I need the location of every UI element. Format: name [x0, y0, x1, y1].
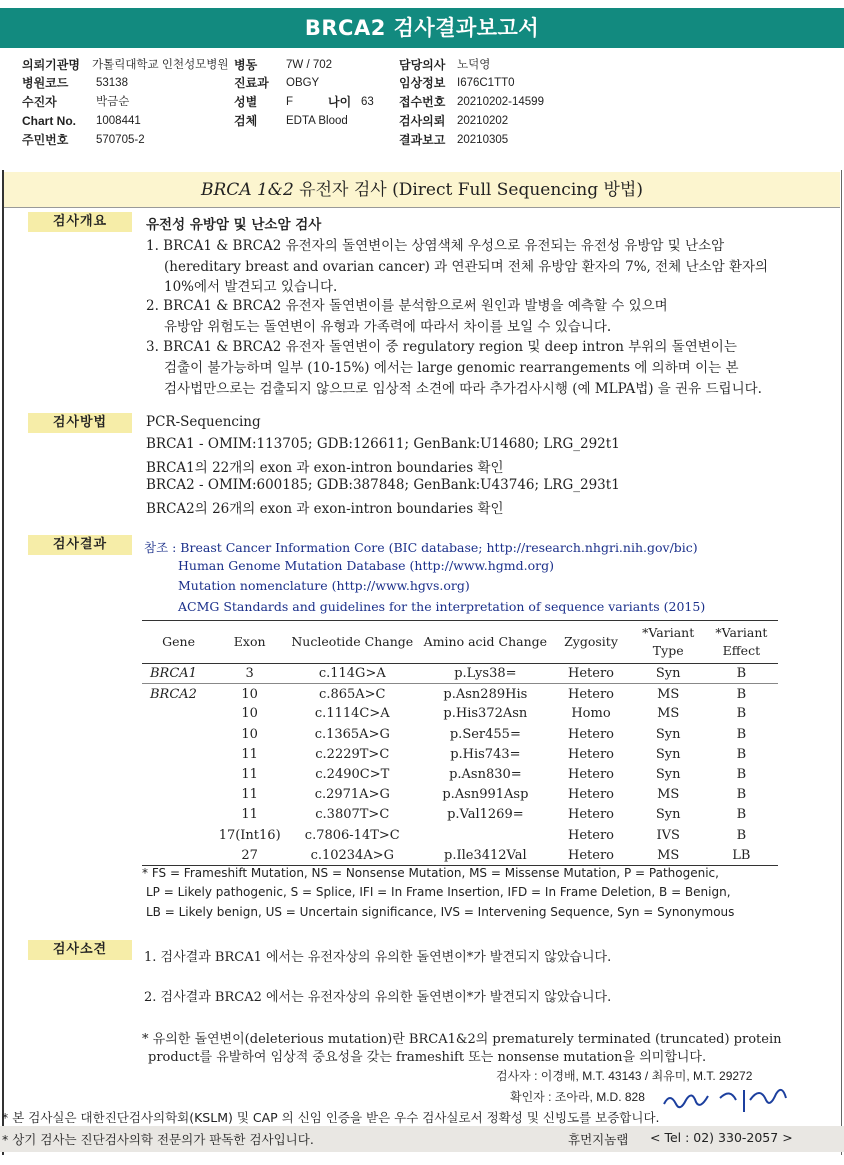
- patient-value: 박금순: [96, 96, 130, 108]
- gene-cell: BRCA2: [150, 686, 197, 702]
- zygosity-cell: Hetero: [550, 664, 631, 684]
- table-row: [142, 785, 778, 805]
- gene-cell: [142, 805, 215, 825]
- col-exon: Exon: [215, 621, 284, 664]
- table-row: [142, 825, 778, 845]
- finding-note: * 유의한 돌연변이(deleterious mutation)란 BRCA1&2의 prematurely terminated (truncated) protein: [142, 1032, 782, 1047]
- finding-line: 1. 검사결과 BRCA1 에서는 유전자상의 유의한 돌연변이*가 발견되지 않았습니다.: [144, 950, 612, 965]
- col-variant-effect: *Variant Effect: [705, 621, 778, 664]
- hospital-code-value: 53138: [96, 77, 128, 89]
- ward-label: 병동: [234, 58, 258, 72]
- nucleotide-cell: c.7806-14T>C: [304, 827, 400, 843]
- amino-acid-cell: p.Ser455=: [449, 726, 521, 742]
- exon-cell: 11: [241, 746, 258, 762]
- ward-value: 7W / 702: [286, 59, 333, 71]
- variant-type-cell: Syn: [655, 807, 681, 823]
- amino-acid-cell: p.Ile3412Val: [420, 845, 550, 865]
- amino-acid-cell: p.Val1269=: [447, 807, 524, 823]
- zygosity-cell: Hetero: [568, 686, 614, 702]
- accession-value: 20210202-14599: [457, 96, 544, 108]
- exon-cell: 3: [215, 664, 284, 684]
- amino-acid-cell: p.Asn289His: [443, 686, 528, 702]
- overview-section-label: 검사개요: [28, 212, 132, 232]
- report-title: BRCA2 검사결과보고서: [0, 8, 844, 48]
- exon-cell: 11: [241, 807, 258, 823]
- col-gene: Gene: [142, 621, 215, 664]
- variant-table: [142, 620, 778, 866]
- hospital-code-label: 병원코드: [22, 76, 69, 90]
- variant-effect-cell: B: [736, 827, 747, 843]
- table-row: [142, 684, 778, 704]
- method-line: BRCA2 - OMIM:600185; GDB:387848; GenBank:U43746; LRG_293t1: [146, 477, 620, 493]
- examiner-signature: 검사자 : 이경배, M.T. 43143 / 최유미, M.T. 29272: [496, 1069, 753, 1083]
- nucleotide-cell: c.865A>C: [319, 686, 386, 702]
- overview-line: 10%에서 발견되고 있습니다.: [164, 279, 338, 295]
- exon-cell: 10: [241, 686, 258, 702]
- variant-effect-cell: B: [736, 807, 747, 823]
- reading-note: * 상기 검사는 진단검사의학 전문의가 판독한 검사입니다.: [2, 1132, 314, 1147]
- method-line: BRCA1의 22개의 exon 과 exon-intron boundaries 확인: [146, 460, 504, 476]
- resident-no-value: 570705-2: [96, 134, 145, 146]
- zygosity-cell: Hetero: [568, 787, 614, 803]
- zygosity-cell: Hetero: [568, 827, 614, 843]
- exon-cell: 11: [241, 787, 258, 803]
- header-row: [22, 56, 822, 75]
- nucleotide-cell: c.114G>A: [284, 664, 420, 684]
- table-row: [142, 845, 778, 865]
- patient-label: 수진자: [22, 95, 57, 109]
- nucleotide-cell: c.3807T>C: [315, 807, 390, 823]
- overview-line: (hereditary breast and ovarian cancer) 과 연관되며 전체 유방암 환자의 7%, 전체 난소암 환자의: [164, 259, 769, 275]
- result-section-label: 검사결과: [28, 535, 132, 555]
- zygosity-cell: Hetero: [568, 746, 614, 762]
- variant-type-cell: IVS: [656, 827, 680, 843]
- variant-type-cell: MS: [657, 706, 680, 722]
- lab-name: 휴먼지놈랩: [568, 1132, 629, 1147]
- doctor-value: 노덕영: [457, 59, 491, 71]
- exon-cell: 11: [241, 767, 258, 783]
- specimen-value: EDTA Blood: [286, 115, 348, 127]
- report-date-value: 20210305: [457, 134, 509, 146]
- amino-acid-cell: [420, 825, 550, 845]
- nucleotide-cell: c.2490C>T: [315, 767, 390, 783]
- request-date-label: 검사의뢰: [399, 114, 446, 128]
- overview-line: 3. BRCA1 & BRCA2 유전자 돌연변이 중 regulatory region 및 deep intron 부위의 돌연변이는: [146, 339, 737, 355]
- exon-cell: 27: [215, 845, 284, 865]
- age-label: 나이: [328, 95, 352, 109]
- table-header-row: [142, 621, 778, 664]
- nucleotide-cell: c.10234A>G: [284, 845, 420, 865]
- header-row: [22, 93, 822, 112]
- overview-line: 유방암 위험도는 돌연변이 유형과 가족력에 따라서 차이를 보일 수 있습니다.: [164, 319, 612, 335]
- confirmer-signature: 확인자 : 조아라, M.D. 828: [510, 1090, 645, 1104]
- footnote-line: LB = Likely benign, US = Uncertain significance, IVS = Intervening Sequence, Syn = Synonymous: [146, 905, 735, 919]
- handwritten-signature: [660, 1080, 800, 1120]
- findings-section-label: 검사소견: [28, 940, 132, 960]
- header-row: [22, 131, 822, 150]
- resident-no-label: 주민번호: [22, 133, 69, 147]
- table-row: [142, 724, 778, 744]
- col-amino-acid: Amino acid Change: [420, 621, 550, 664]
- clinical-info-label: 임상정보: [399, 76, 446, 90]
- nucleotide-cell: c.2971A>G: [314, 787, 390, 803]
- report-date-label: 결과보고: [399, 133, 446, 147]
- zygosity-cell: Homo: [571, 706, 611, 722]
- variant-type-cell: MS: [657, 686, 680, 702]
- request-date-value: 20210202: [457, 115, 509, 127]
- overview-subtitle: 유전성 유방암 및 난소암 검사: [146, 217, 322, 233]
- variant-type-cell: MS: [632, 845, 705, 865]
- variant-type-cell: Syn: [655, 726, 681, 742]
- header-row: [22, 74, 822, 93]
- nucleotide-cell: c.1114C>A: [314, 706, 390, 722]
- variant-effect-cell: B: [736, 746, 747, 762]
- exon-cell: 10: [241, 706, 258, 722]
- gene-cell: [142, 785, 215, 805]
- method-line: BRCA1 - OMIM:113705; GDB:126611; GenBank:U14680; LRG_292t1: [146, 436, 620, 452]
- accreditation-note: * 본 검사실은 대한진단검사의학회(KSLM) 및 CAP 의 신임 인증을 받은 우수 검사실로서 정확성 및 신빙도를 보증합니다.: [2, 1110, 660, 1125]
- gene-cell: BRCA1: [142, 664, 215, 684]
- variant-effect-cell: B: [705, 664, 778, 684]
- table-row: [142, 764, 778, 784]
- gene-cell: [142, 744, 215, 764]
- variant-effect-cell: B: [736, 706, 747, 722]
- method-line: PCR-Sequencing: [146, 414, 261, 430]
- amino-acid-cell: p.His743=: [450, 746, 521, 762]
- method-line: BRCA2의 26개의 exon 과 exon-intron boundaries 확인: [146, 501, 504, 517]
- test-title-italic: BRCA 1&2: [201, 180, 294, 200]
- variant-type-cell: Syn: [655, 767, 681, 783]
- zygosity-cell: Hetero: [550, 845, 631, 865]
- table-row: [142, 664, 778, 684]
- zygosity-cell: Hetero: [568, 807, 614, 823]
- variant-type-cell: Syn: [655, 746, 681, 762]
- table-row: [142, 704, 778, 724]
- lab-tel: < Tel : 02) 330-2057 >: [650, 1130, 793, 1145]
- gene-cell: [142, 825, 215, 845]
- variant-effect-cell: B: [736, 787, 747, 803]
- institution-label: 의뢰기관명: [22, 58, 80, 72]
- specimen-label: 검체: [234, 114, 258, 128]
- overview-line: 검사법만으로는 검출되지 않으므로 임상적 소견에 따라 추가검사시행 (예 MLPA법) 을 권유 드립니다.: [164, 381, 762, 397]
- accession-label: 접수번호: [399, 95, 446, 109]
- zygosity-cell: Hetero: [568, 767, 614, 783]
- chart-no-value: 1008441: [96, 115, 141, 127]
- clinical-info-value: I676C1TT0: [457, 77, 515, 89]
- test-title: [4, 172, 840, 208]
- overview-line: 2. BRCA1 & BRCA2 유전자 돌연변이를 분석함으로써 원인과 발병을 예측할 수 있으며: [146, 298, 668, 314]
- header-row: [22, 112, 822, 131]
- col-variant-type: *Variant Type: [632, 621, 705, 664]
- footnote-line: * FS = Frameshift Mutation, NS = Nonsense Mutation, MS = Missense Mutation, P = Pathogenic,: [142, 866, 719, 880]
- gene-cell: [142, 845, 215, 865]
- department-value: OBGY: [286, 77, 320, 89]
- reference-line: Mutation nomenclature (http://www.hgvs.org): [178, 578, 470, 593]
- exon-cell: 10: [241, 726, 258, 742]
- gene-cell: [142, 704, 215, 724]
- reference-line: Human Genome Mutation Database (http://www.hgmd.org): [178, 558, 555, 573]
- nucleotide-cell: c.1365A>G: [314, 726, 390, 742]
- sex-label: 성별: [234, 95, 258, 109]
- patient-header: [22, 56, 822, 148]
- table-row: [142, 805, 778, 825]
- exon-cell: 17(Int16): [218, 827, 281, 843]
- reference-line: 참조 : Breast Cancer Information Core (BIC database; http://research.nhgri.nih.gov/bic): [144, 540, 698, 555]
- reference-line: ACMG Standards and guidelines for the interpretation of sequence variants (2015): [178, 599, 706, 614]
- amino-acid-cell: p.Lys38=: [420, 664, 550, 684]
- method-section-label: 검사방법: [28, 413, 132, 433]
- finding-note: product를 유발하여 임상적 중요성을 갖는 frameshift 또는 nonsense mutation을 의미합니다.: [148, 1050, 707, 1065]
- age-value: 63: [361, 96, 374, 108]
- finding-line: 2. 검사결과 BRCA2 에서는 유전자상의 유의한 돌연변이*가 발견되지 않았습니다.: [144, 990, 612, 1005]
- gene-cell: [142, 764, 215, 784]
- col-zygosity: Zygosity: [550, 621, 631, 664]
- doctor-label: 담당의사: [399, 58, 446, 72]
- institution-value: 가톨릭대학교 인천성모병원: [92, 59, 229, 71]
- overview-line: 1. BRCA1 & BRCA2 유전자의 돌연변이는 상염색체 우성으로 유전되는 유전성 유방암 및 난소암: [146, 238, 725, 254]
- amino-acid-cell: p.Asn991Asp: [442, 787, 529, 803]
- overview-line: 검출이 불가능하며 일부 (10-15%) 에서는 large genomic rearrangements 에 의하며 이는 본: [164, 360, 739, 376]
- chart-no-label: Chart No.: [22, 114, 76, 128]
- footnote-line: LP = Likely pathogenic, S = Splice, IFI = In Frame Insertion, IFD = In Frame Deletion, B = Benign,: [146, 885, 731, 899]
- variant-type-cell: MS: [657, 787, 680, 803]
- variant-effect-cell: LB: [705, 845, 778, 865]
- gene-cell: [142, 724, 215, 744]
- col-nucleotide: Nucleotide Change: [284, 621, 420, 664]
- amino-acid-cell: p.His372Asn: [443, 706, 528, 722]
- variant-effect-cell: B: [736, 686, 747, 702]
- department-label: 진료과: [234, 76, 269, 90]
- amino-acid-cell: p.Asn830=: [449, 767, 522, 783]
- test-title-rest: 유전자 검사 (Direct Full Sequencing 방법): [293, 180, 643, 200]
- variant-effect-cell: B: [736, 767, 747, 783]
- nucleotide-cell: c.2229T>C: [315, 746, 390, 762]
- variant-type-cell: Syn: [632, 664, 705, 684]
- table-row: [142, 744, 778, 764]
- variant-effect-cell: B: [736, 726, 747, 742]
- zygosity-cell: Hetero: [568, 726, 614, 742]
- sex-value: F: [286, 96, 294, 108]
